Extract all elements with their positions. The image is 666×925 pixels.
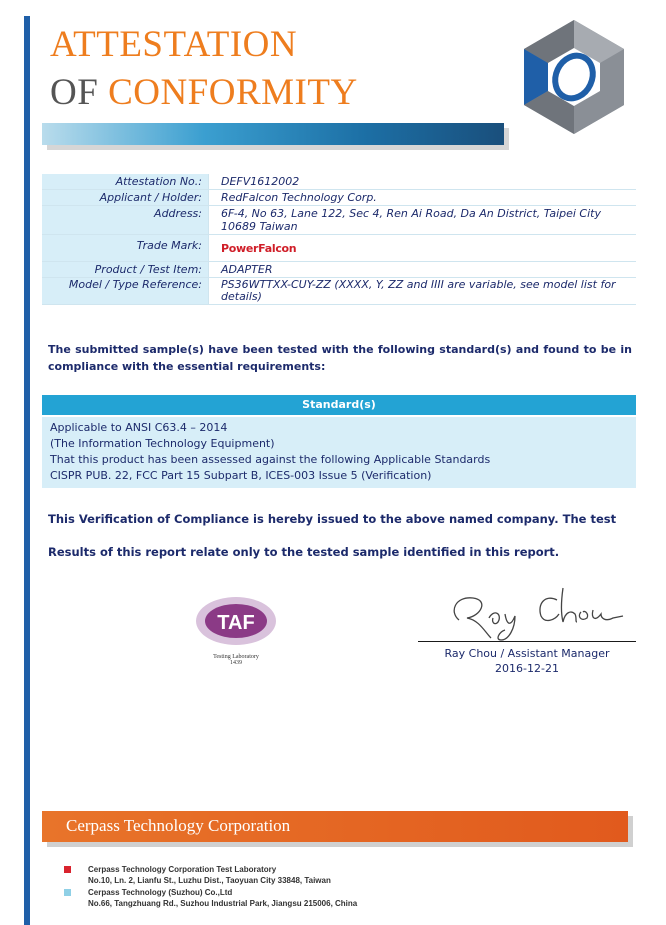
model-line1: PS36WTTXX-CUY-ZZ (XXXX, Y, ZZ and IIII are variable, see model list for (221, 278, 616, 291)
info-row-model (42, 278, 636, 305)
standard-line: (The Information Technology Equipment) (50, 437, 275, 450)
cerpass-logo-icon (520, 16, 628, 138)
info-row-attestation-no (42, 174, 636, 190)
signature-date: 2016-12-21 (495, 662, 559, 675)
info-row-address (42, 206, 636, 235)
standard-line: Applicable to ANSI C63.4 – 2014 (50, 421, 228, 434)
footer-address-name: Cerpass Technology Corporation Test Laboratory (88, 865, 277, 874)
info-label: Address: (42, 206, 208, 234)
light-blue-square-icon (64, 889, 71, 896)
left-accent-bar (24, 16, 30, 925)
signer-name-title: Ray Chou / Assistant Manager (444, 647, 610, 660)
footer-address-2 (88, 887, 357, 909)
title-attestation: ATTESTATION (50, 24, 298, 65)
info-value (208, 206, 636, 234)
signer-block (418, 646, 636, 676)
info-value (208, 278, 636, 304)
attestation-info-table (42, 174, 636, 305)
address-line1: 6F-4, No 63, Lane 122, Sec 4, Ren Ai Road, Da An District, Taipei City (221, 207, 601, 220)
info-value: RedFalcon Technology Corp. (208, 190, 636, 205)
info-label: Attestation No.: (42, 174, 208, 189)
info-value (208, 235, 636, 261)
model-line2: details) (221, 290, 262, 303)
footer-address-name: Cerpass Technology (Suzhou) Co.,Ltd (88, 888, 233, 897)
footer-address-line: No.10, Ln. 2, Lianfu St., Luzhu Dist., Taoyuan City 33848, Taiwan (88, 876, 331, 885)
footer-company-bar (42, 811, 628, 842)
footer-company-name: Cerpass Technology Corporation (66, 816, 291, 835)
issued-statement: This Verification of Compliance is hereby issued to the above named company. The test (48, 512, 617, 526)
info-label: Product / Test Item: (42, 262, 208, 277)
info-row-product (42, 262, 636, 278)
taf-logo-icon (193, 594, 279, 648)
footer-address-1 (88, 864, 331, 886)
info-label: Trade Mark: (42, 235, 208, 261)
handwritten-signature (445, 582, 625, 642)
title-conformity: CONFORMITY (108, 72, 358, 113)
taf-logo-text: TAF (217, 612, 255, 634)
standards-list (42, 417, 636, 488)
results-statement: Results of this report relate only to the tested sample identified in this report. (48, 545, 560, 559)
red-square-icon (64, 866, 71, 873)
taf-lab-number: 1439 (230, 660, 242, 666)
address-line2: 10689 Taiwan (221, 220, 298, 233)
info-value: ADAPTER (208, 262, 636, 277)
info-label: Model / Type Reference: (42, 278, 208, 304)
taf-accreditation-mark (193, 594, 279, 674)
info-value: DEFV1612002 (208, 174, 636, 189)
taf-lab-label: Testing Laboratory (213, 654, 259, 660)
info-row-trade-mark (42, 235, 636, 262)
header-gradient-bar (42, 123, 504, 145)
compliance-statement: The submitted sample(s) have been tested with the following standard(s) and found to be in compliance with the essential requirements: (48, 343, 632, 373)
powerfalcon-trademark-logo: PowerFalcon (221, 242, 297, 255)
title-of: OF (50, 72, 109, 113)
title-of-conformity (50, 74, 358, 111)
info-label: Applicant / Holder: (42, 190, 208, 205)
standard-line: That this product has been assessed against the following Applicable Standards (50, 453, 491, 466)
standard-line: CISPR PUB. 22, FCC Part 15 Subpart B, ICES-003 Issue 5 (Verification) (50, 469, 432, 482)
info-row-applicant (42, 190, 636, 206)
footer-address-line: No.66, Tangzhuang Rd., Suzhou Industrial Park, Jiangsu 215006, China (88, 899, 358, 908)
signature-line (418, 641, 636, 642)
standards-heading: Standard(s) (42, 395, 636, 415)
